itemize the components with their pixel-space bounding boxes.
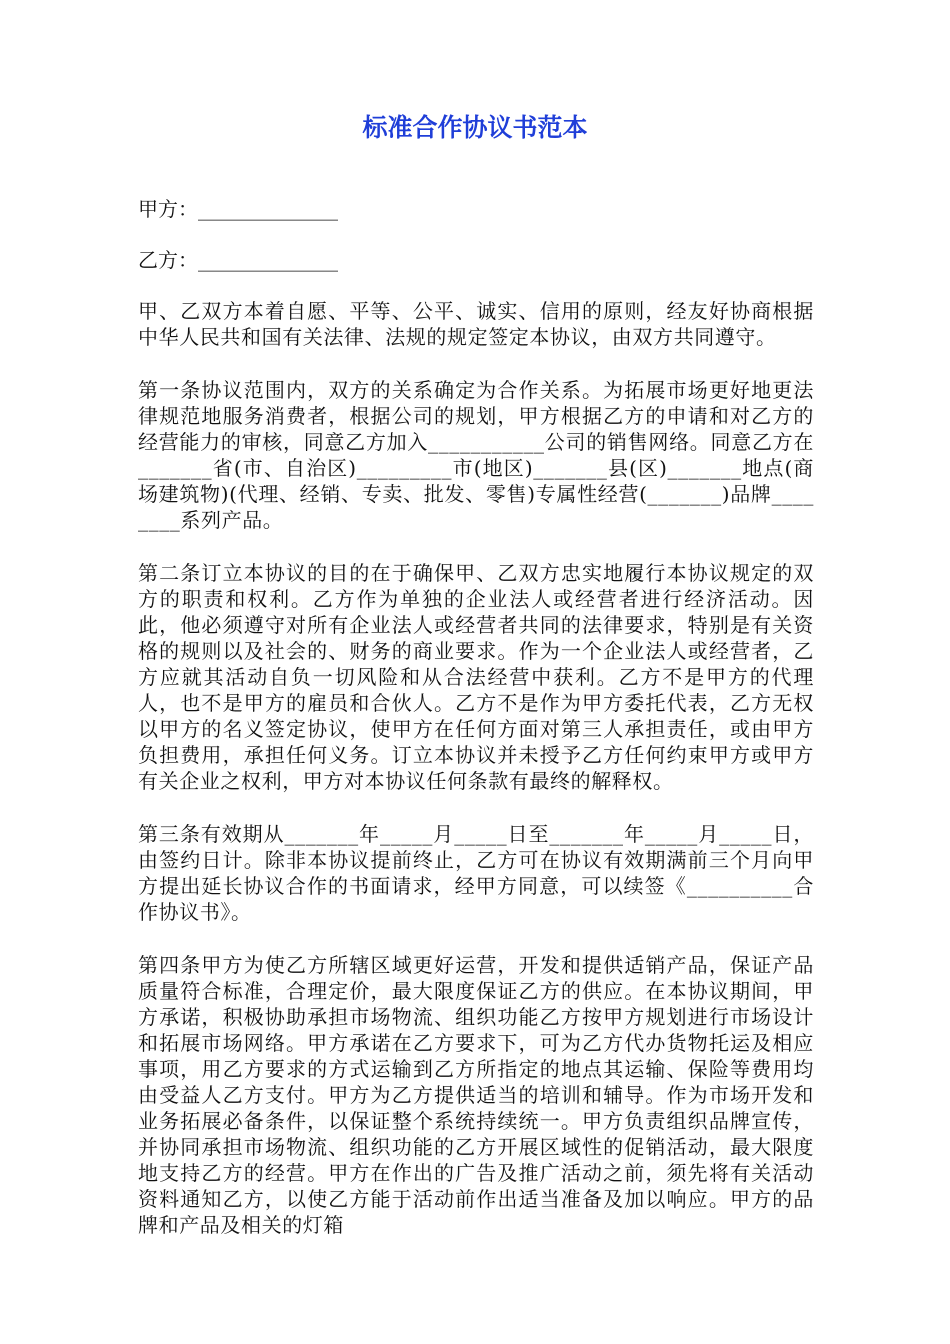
article-1-paragraph: 第一条协议范围内，双方的关系确定为合作关系。为拓展市场更好地更法律规范地服务消费者，根据公司的规划，甲方根据乙方的申请和对乙方的经营能力的审核，同意乙方加入___________公司的销售网络。同意乙方在_______省(市、自治区)_________市(地区)_______县(区)_______地点(商场建筑物)(代理、经销、专卖、批发、零售)专属性经营(_______)品牌________系列产品。 [138,378,814,532]
document-title: 标准合作协议书范本 [362,113,588,142]
party-a-line: 甲方：______________ [138,197,338,221]
article-2-paragraph: 第二条订立本协议的目的在于确保甲、乙双方忠实地履行本协议规定的双方的职责和权利。乙方作为单独的企业法人或经营者进行经济活动。因此，他必须遵守对所有企业法人或经营者共同的法律要求，特别是有关资格的规则以及社会的、财务的商业要求。作为一个企业法人或经营者，乙方应就其活动自负一切风险和从合法经营中获利。乙方不是甲方的代理人，也不是甲方的雇员和合伙人。乙方不是作为甲方委托代表，乙方无权以甲方的名义签定协议，使甲方在任何方面对第三人承担责任，或由甲方负担费用，承担任何义务。订立本协议并未授予乙方任何约束甲方或甲方有关企业之权利，甲方对本协议任何条款有最终的解释权。 [138,561,814,793]
article-4-paragraph: 第四条甲方为使乙方所辖区域更好运营，开发和提供适销产品，保证产品质量符合标准，合理定价，最大限度保证乙方的供应。在本协议期间，甲方承诺，积极协助承担市场物流、组织功能乙方按甲方规划进行市场设计和拓展市场网络。甲方承诺在乙方要求下，可为乙方代办货物托运及相应事项，用乙方要求的方式运输到乙方所指定的地点其运输、保险等费用均由受益人乙方支付。甲方为乙方提供适当的培训和辅导。作为市场开发和业务拓展必备条件，以保证整个系统持续统一。甲方负责组织品牌宣传，并协同承担市场物流、组织功能的乙方开展区域性的促销活动，最大限度地支持乙方的经营。甲方在作出的广告及推广活动之前，须先将有关活动资料通知乙方，以使乙方能于活动前作出适当准备及加以响应。甲方的品牌和产品及相关的灯箱 [138,953,814,1237]
party-b-line: 乙方：______________ [138,248,338,272]
preamble-paragraph: 甲、乙双方本着自愿、平等、公平、诚实、信用的原则，经友好协商根据中华人民共和国有关法律、法规的规定签定本协议，由双方共同遵守。 [138,299,814,349]
document-body [138,196,814,1265]
article-3-paragraph: 第三条有效期从_______年_____月_____日至_______年_____月_____日，由签约日计。除非本协议提前终止，乙方可在协议有效期满前三个月向甲方提出延长协议合作的书面请求，经甲方同意，可以续签《__________合作协议书》。 [138,822,814,924]
